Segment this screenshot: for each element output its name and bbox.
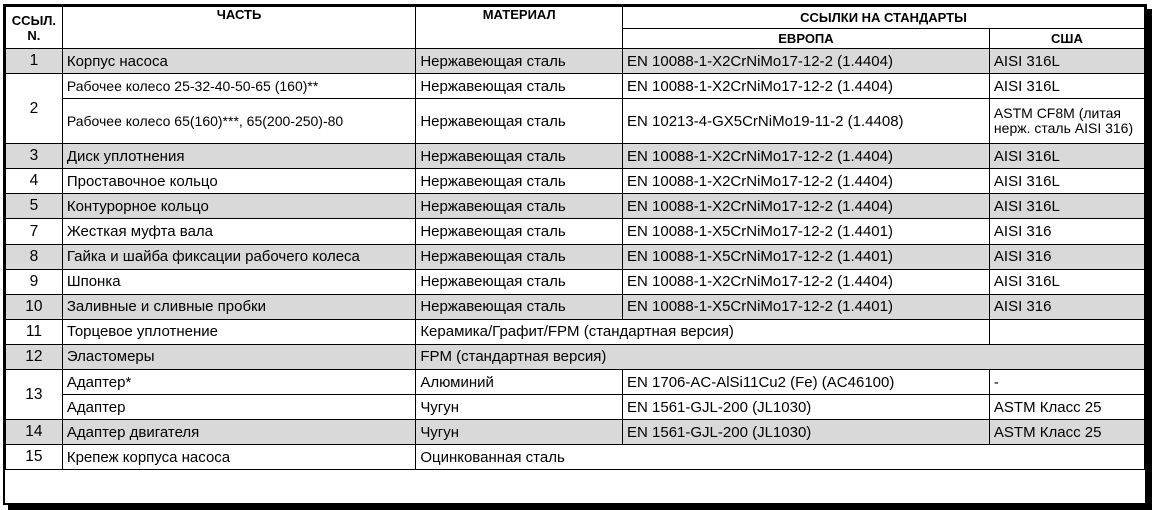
table-row: 10 Заливные и сливные пробки Нержавеющая сталь EN 10088-1-X5CrNiMo17-12-2 (1.4401) AISI 316 [6, 294, 1145, 319]
table-row: 11 Торцевое уплотнение Керамика/Графит/FPM (стандартная версия) [6, 319, 1145, 344]
header-europe: ЕВРОПА [623, 29, 990, 49]
table-row: 5 Контурорное кольцо Нержавеющая сталь EN 10088-1-X2CrNiMo17-12-2 (1.4404) AISI 316L [6, 194, 1145, 219]
header-part: ЧАСТЬ [62, 7, 415, 49]
table-row: 9 Шпонка Нержавеющая сталь EN 10088-1-X2CrNiMo17-12-2 (1.4404) AISI 316L [6, 269, 1145, 294]
table-row: 1 Корпус насоса Нержавеющая сталь EN 10088-1-X2CrNiMo17-12-2 (1.4404) AISI 316L [6, 49, 1145, 74]
header-usa: США [989, 29, 1144, 49]
table-row: 7 Жесткая муфта вала Нержавеющая сталь EN 10088-1-X5CrNiMo17-12-2 (1.4401) AISI 316 [6, 219, 1145, 244]
table-row: Адаптер Чугун EN 1561-GJL-200 (JL1030) ASTM Класс 25 [6, 395, 1145, 420]
table-row: 2 Рабочее колесо 25-32-40-50-65 (160)** Нержавеющая сталь EN 10088-1-X2CrNiMo17-12-2 (1.4404) AISI 316L [6, 74, 1145, 99]
materials-table [5, 6, 1145, 470]
table-row: 4 Проставочное кольцо Нержавеющая сталь EN 10088-1-X2CrNiMo17-12-2 (1.4404) AISI 316L [6, 169, 1145, 194]
header-standards: ССЫЛКИ НА СТАНДАРТЫ [623, 7, 1145, 29]
table-row: 8 Гайка и шайба фиксации рабочего колеса Нержавеющая сталь EN 10088-1-X5CrNiMo17-12-2 (1.4401) AISI 316 [6, 244, 1145, 269]
table-row: 12 Эластомеры FPM (стандартная версия) [6, 344, 1145, 369]
table-row: Рабочее колесо 65(160)***, 65(200-250)-80 Нержавеющая сталь EN 10213-4-GX5CrNiMo19-11-2 (1.4408) ASTM CF8M (литая нерж. сталь AISI 316) [6, 99, 1145, 144]
table-row: 13 Адаптер* Алюминий EN 1706-AC-AlSi11Cu2 (Fe) (AC46100) - [6, 370, 1145, 395]
header-ref-number: ССЫЛ. N. [6, 7, 63, 49]
header-material: МАТЕРИАЛ [416, 7, 623, 49]
table-row: 14 Адаптер двигателя Чугун EN 1561-GJL-200 (JL1030) ASTM Класс 25 [6, 420, 1145, 445]
table-row: 3 Диск уплотнения Нержавеющая сталь EN 10088-1-X2CrNiMo17-12-2 (1.4404) AISI 316L [6, 144, 1145, 169]
materials-table-frame [3, 4, 1147, 505]
table-row: 15 Крепеж корпуса насоса Оцинкованная сталь [6, 445, 1145, 470]
